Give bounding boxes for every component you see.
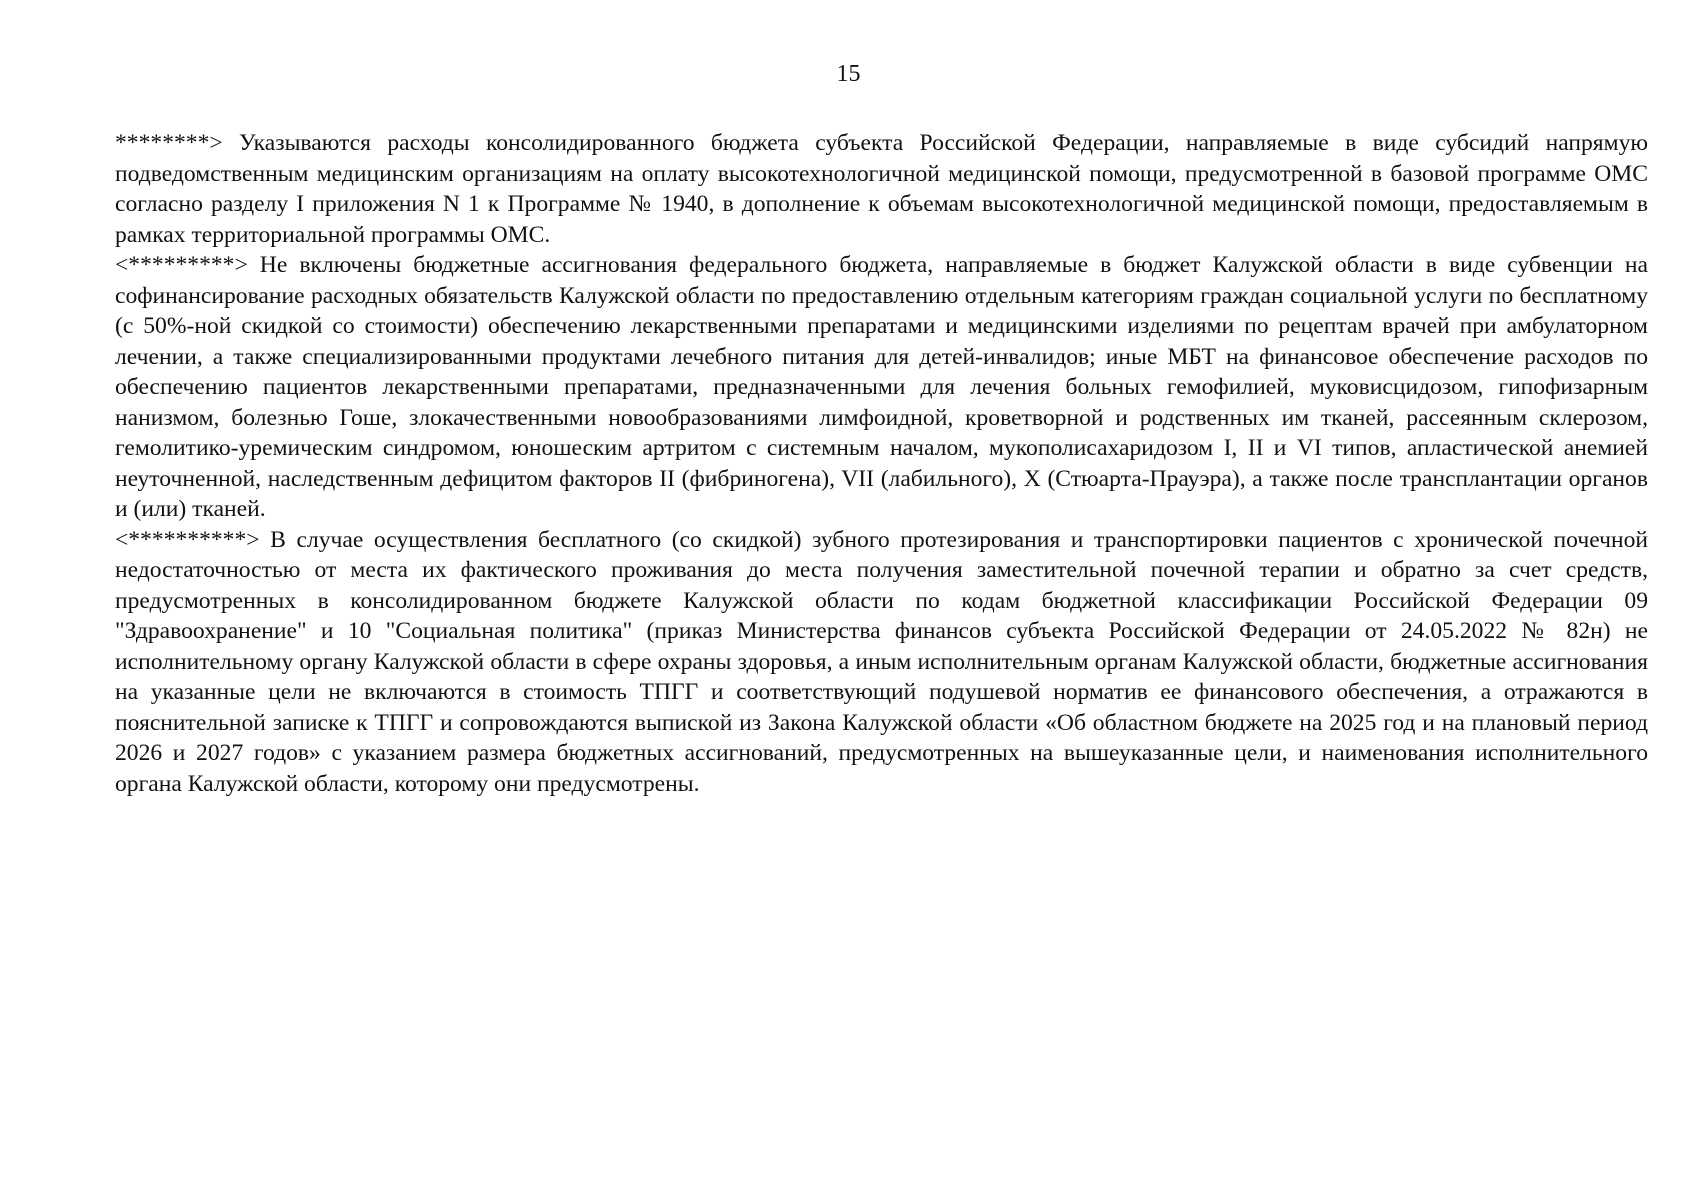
footnotes-block	[115, 128, 1648, 799]
footnote-8-stars: ********> Указываются расходы консолидированного бюджета субъекта Российской Федерации, направляемые в виде субсидий напрямую подведомственным медицинским организациям на оплату высокотехнологичной медицинской помощи, предусмотренной в базовой программе ОМС согласно разделу I приложения N 1 к Программе № 1940, в дополнение к объемам высокотехнологичной медицинской помощи, предоставляемым в рамках территориальной программы ОМС.	[115, 130, 1648, 248]
footnote-10-stars: <**********> В случае осуществления бесплатного (со скидкой) зубного протезирования и транспортировки пациентов с хронической почечной недостаточностью от места их фактического проживания до места получения заместительной почечной терапии и обратно за счет средств, предусмотренных в консолидированном бюджете Калужской области по кодам бюджетной классификации Российской Федерации 09 "Здравоохранение" и 10 "Социальная политика" (приказ Министерства финансов субъекта Российской Федерации от 24.05.2022 № 82н) не исполнительному органу Калужской области в сфере охраны здоровья, а иным исполнительным органам Калужской области, бюджетные ассигнования на указанные цели не включаются в стоимость ТПГГ и соответствующий подушевой норматив ее финансового обеспечения, а отражаются в пояснительной записке к ТПГГ и сопровождаются выпиской из Закона Калужской области «Об областном бюджете на 2025 год и на плановый период 2026 и 2027 годов» с указанием размера бюджетных ассигнований, предусмотренных на вышеуказанные цели, и наименования исполнительного органа Калужской области, которому они предусмотрены.	[115, 526, 1648, 797]
footnote-9-stars: <*********> Не включены бюджетные ассигнования федерального бюджета, направляемые в бюджет Калужской области в виде субвенции на софинансирование расходных обязательств Калужской области по предоставлению отдельным категориям граждан социальной услуги по бесплатному (с 50%-ной скидкой со стоимости) обеспечению лекарственными препаратами и медицинскими изделиями по рецептам врачей при амбулаторном лечении, а также специализированными продуктами лечебного питания для детей-инвалидов; иные МБТ на финансовое обеспечение расходов по обеспечению пациентов лекарственными препаратами, предназначенными для лечения больных гемофилией, муковисцидозом, гипофизарным нанизмом, болезнью Гоше, злокачественными новообразованиями лимфоидной, кроветворной и родственных им тканей, рассеянным склерозом, гемолитико-уремическим синдромом, юношеским артритом с системным началом, мукополисахаридозом I, II и VI типов, апластической анемией неуточненной, наследственным дефицитом факторов II (фибриногена), VII (лабильного), X (Стюарта-Прауэра), а также после трансплантации органов и (или) тканей.	[115, 252, 1648, 522]
page-number: 15	[836, 61, 861, 87]
